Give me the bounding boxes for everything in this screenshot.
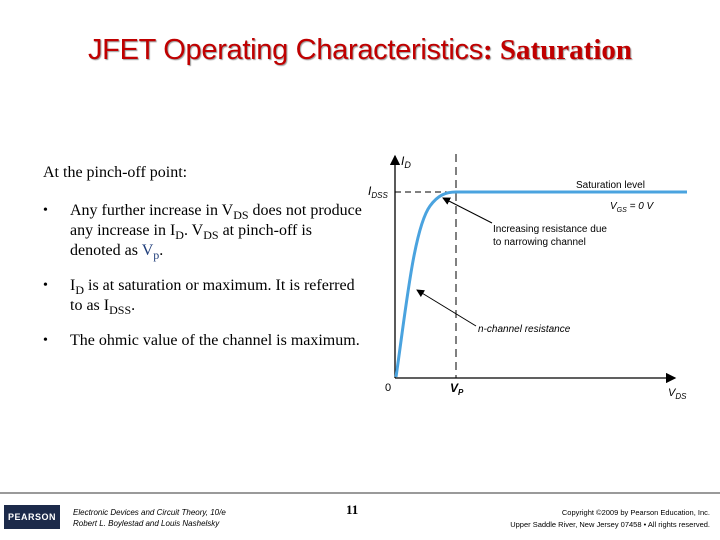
subscript: DSS: [109, 303, 132, 317]
resistance-arrow: [443, 198, 492, 223]
copyright: [440, 507, 710, 531]
pearson-logo: PEARSON: [4, 505, 60, 529]
page-number: 11: [346, 502, 359, 517]
subscript: D: [75, 283, 84, 297]
bullet-text: is at saturation or maximum. It is referred to as I: [70, 277, 355, 314]
copyright-line2: Upper Saddle River, New Jersey 07458 • All rights reserved.: [510, 520, 710, 529]
bullet-text: Any further increase in V: [70, 202, 234, 219]
intro-text: At the pinch-off point:: [43, 164, 188, 181]
channel-resistance-arrow: [417, 290, 476, 326]
bullet-item: [43, 201, 363, 261]
subscript: DS: [203, 228, 219, 242]
bullet-text: does not produce any increase in I: [70, 202, 362, 239]
bullet-text: .: [131, 297, 136, 314]
channel-resistance-label: n-channel resistance: [478, 324, 571, 335]
book-authors: Robert L. Boylestad and Louis Nashelsky: [73, 519, 220, 528]
subscript: p: [153, 248, 160, 262]
vp-label: $V_P$: [450, 381, 464, 397]
title-sub: : Saturation: [482, 34, 633, 66]
subscript: D: [175, 228, 184, 242]
copyright-line1: Copyright ©2009 by Pearson Education, Inc.: [561, 508, 710, 517]
book-title: Electronic Devices and Circuit Theory, 10/e: [73, 508, 226, 517]
slide-body: [43, 163, 363, 366]
vp-symbol: V: [141, 242, 154, 259]
characteristic-curve: [396, 192, 687, 377]
saturation-level-label: Saturation level: [576, 180, 645, 191]
footer-divider: [0, 492, 720, 494]
idss-label: $I_{DSS}$: [368, 184, 388, 200]
bullet-dot: •: [43, 203, 48, 218]
bullet-text: The ohmic value of the channel is maximum.: [70, 332, 360, 349]
book-info: [73, 507, 226, 529]
bullet-dot: •: [43, 278, 48, 293]
title-main: JFET Operating Characteristics: [87, 34, 483, 66]
bullet-item: [43, 331, 363, 351]
resistance-note-line2: to narrowing channel: [493, 237, 586, 248]
subscript: DS: [233, 208, 249, 222]
x-axis-label: $V_{DS}$: [668, 387, 687, 401]
bullet-text: . V: [183, 222, 204, 239]
y-axis-label: $I_D$: [401, 154, 411, 170]
bullet-text: .: [159, 242, 164, 259]
resistance-note-line1: Increasing resistance due: [493, 224, 607, 235]
bullet-text: at pinch-off is denoted as: [70, 222, 313, 259]
bullet-dot: •: [43, 333, 48, 348]
bullet-text: I: [70, 277, 76, 294]
bullet-item: [43, 276, 363, 316]
jfet-characteristic-graph: [360, 148, 696, 408]
vgs-label: $V_{GS} = 0$ V: [610, 201, 654, 214]
slide-title: [0, 34, 720, 67]
origin-label: 0: [385, 382, 392, 394]
